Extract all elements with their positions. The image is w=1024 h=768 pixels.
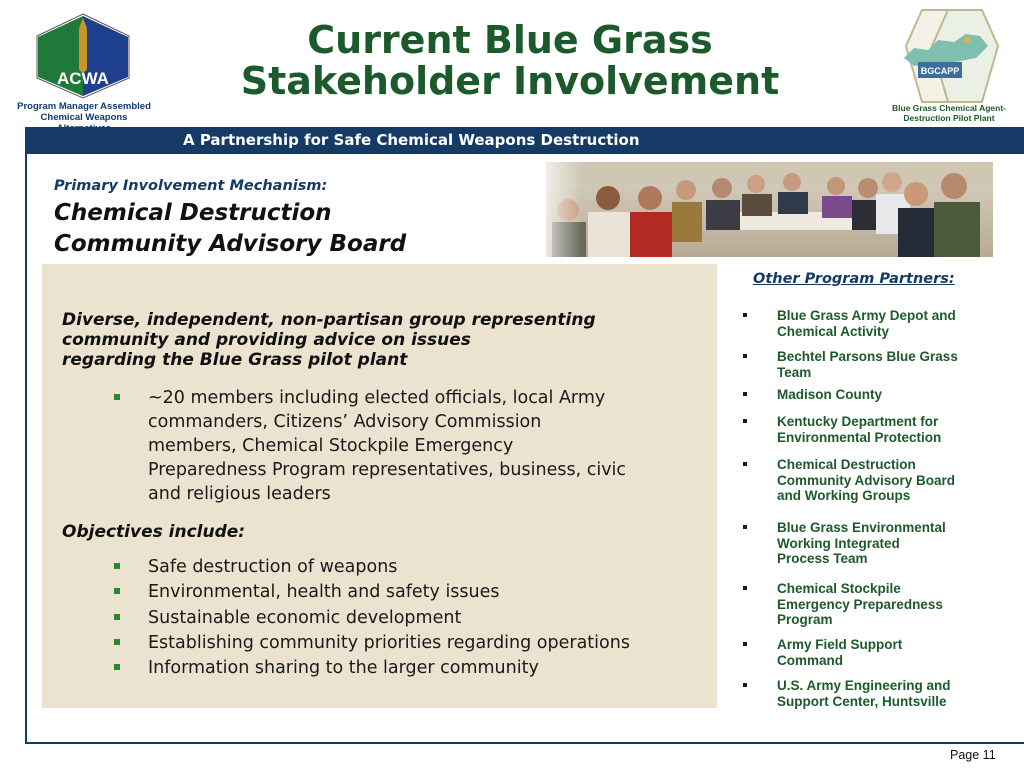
partner-line: Chemical Stockpile (777, 581, 901, 596)
slide-title-line: Stakeholder Involvement (240, 59, 780, 103)
partner-line: U.S. Army Engineering and (777, 678, 951, 693)
square-bullet-icon (743, 642, 747, 646)
partner-item (743, 637, 1003, 668)
acwa-caption-line: Program Manager Assembled (17, 101, 151, 112)
square-bullet-icon (743, 392, 747, 396)
partner-item (743, 581, 1003, 628)
description-line: Diverse, independent, non-partisan group representing (62, 310, 596, 330)
square-bullet-icon (743, 462, 747, 466)
partner-line: Madison County (777, 387, 882, 402)
banner (25, 127, 1024, 154)
partner-line: Blue Grass Environmental (777, 520, 946, 535)
square-bullet-icon (743, 586, 747, 590)
banner-text: A Partnership for Safe Chemical Weapons Destruction (183, 131, 640, 149)
list-item: Establishing community priorities regarding operations (114, 631, 714, 656)
members-list (114, 386, 704, 506)
square-bullet-icon (743, 419, 747, 423)
acwa-logo (35, 12, 131, 100)
partner-item (743, 349, 1003, 380)
cab-description (62, 310, 734, 370)
partner-item (743, 387, 1003, 403)
partner-line: Team (777, 364, 812, 380)
partner-item (743, 520, 1003, 567)
bgcapp-caption (880, 103, 1018, 123)
description-line: community and providing advice on issues (62, 330, 471, 350)
objectives-list (114, 555, 714, 681)
partner-line: Process Team (777, 551, 868, 566)
partner-line: Chemical Destruction (777, 457, 916, 472)
bgcapp-logo (884, 6, 1004, 106)
slide-title (200, 20, 820, 102)
members-line: commanders, Citizens’ Advisory Commission (148, 412, 542, 432)
list-item: Sustainable economic development (114, 606, 714, 631)
cab-details-panel (42, 264, 717, 708)
partner-line: Environmental Protection (777, 429, 942, 445)
partner-item (743, 414, 1003, 445)
partner-line: Command (777, 652, 844, 668)
partner-line: Support Center, Huntsville (777, 693, 947, 709)
partner-line: Emergency Preparedness (777, 596, 943, 612)
cab-title-line: Community Advisory Board (54, 231, 407, 257)
partner-item (743, 457, 1003, 504)
acwa-caption-line: Chemical Weapons (40, 112, 128, 123)
list-item: Safe destruction of weapons (114, 555, 714, 580)
bgcapp-logo-text: BGCAPP (920, 66, 960, 76)
partner-line: and Working Groups (777, 488, 911, 503)
list-item: Information sharing to the larger community (114, 656, 714, 681)
partner-line: Blue Grass Army Depot and (777, 308, 956, 323)
members-line: ~20 members including elected officials, local Army (148, 388, 606, 408)
cab-title (54, 198, 504, 260)
partner-line: Kentucky Department for (777, 414, 939, 429)
primary-involvement-label: Primary Involvement Mechanism: (54, 178, 328, 194)
partner-item (743, 678, 1003, 709)
list-item (114, 386, 704, 506)
square-bullet-icon (743, 525, 747, 529)
partner-line: Community Advisory Board (777, 472, 956, 488)
partner-line: Chemical Activity (777, 323, 890, 339)
members-line: and religious leaders (148, 484, 331, 504)
partner-line: Bechtel Parsons Blue Grass (777, 349, 958, 364)
bgcapp-caption-line: Blue Grass Chemical Agent- (892, 103, 1006, 113)
description-line: regarding the Blue Grass pilot plant (62, 350, 408, 370)
partners-heading: Other Program Partners: (753, 271, 955, 287)
square-bullet-icon (743, 683, 747, 687)
bgcapp-caption-line: Destruction Pilot Plant (903, 113, 995, 123)
partner-line: Program (777, 612, 833, 627)
frame-left-line (25, 154, 27, 744)
square-bullet-icon (743, 354, 747, 358)
frame-bottom-line (25, 742, 1024, 744)
cab-title-line: Chemical Destruction (54, 200, 332, 226)
partner-line: Working Integrated (777, 535, 900, 551)
acwa-logo-text: ACWA (57, 69, 109, 88)
partner-line: Army Field Support (777, 637, 903, 652)
square-bullet-icon (743, 313, 747, 317)
meeting-photo (546, 162, 993, 257)
members-line: Preparedness Program representatives, business, civic (148, 460, 627, 480)
objectives-heading: Objectives include: (62, 522, 246, 542)
page-number: Page 11 (950, 748, 996, 762)
slide-title-line: Current Blue Grass (307, 18, 713, 62)
members-line: members, Chemical Stockpile Emergency (148, 436, 514, 456)
list-item: Environmental, health and safety issues (114, 580, 714, 605)
partner-item (743, 308, 1003, 339)
